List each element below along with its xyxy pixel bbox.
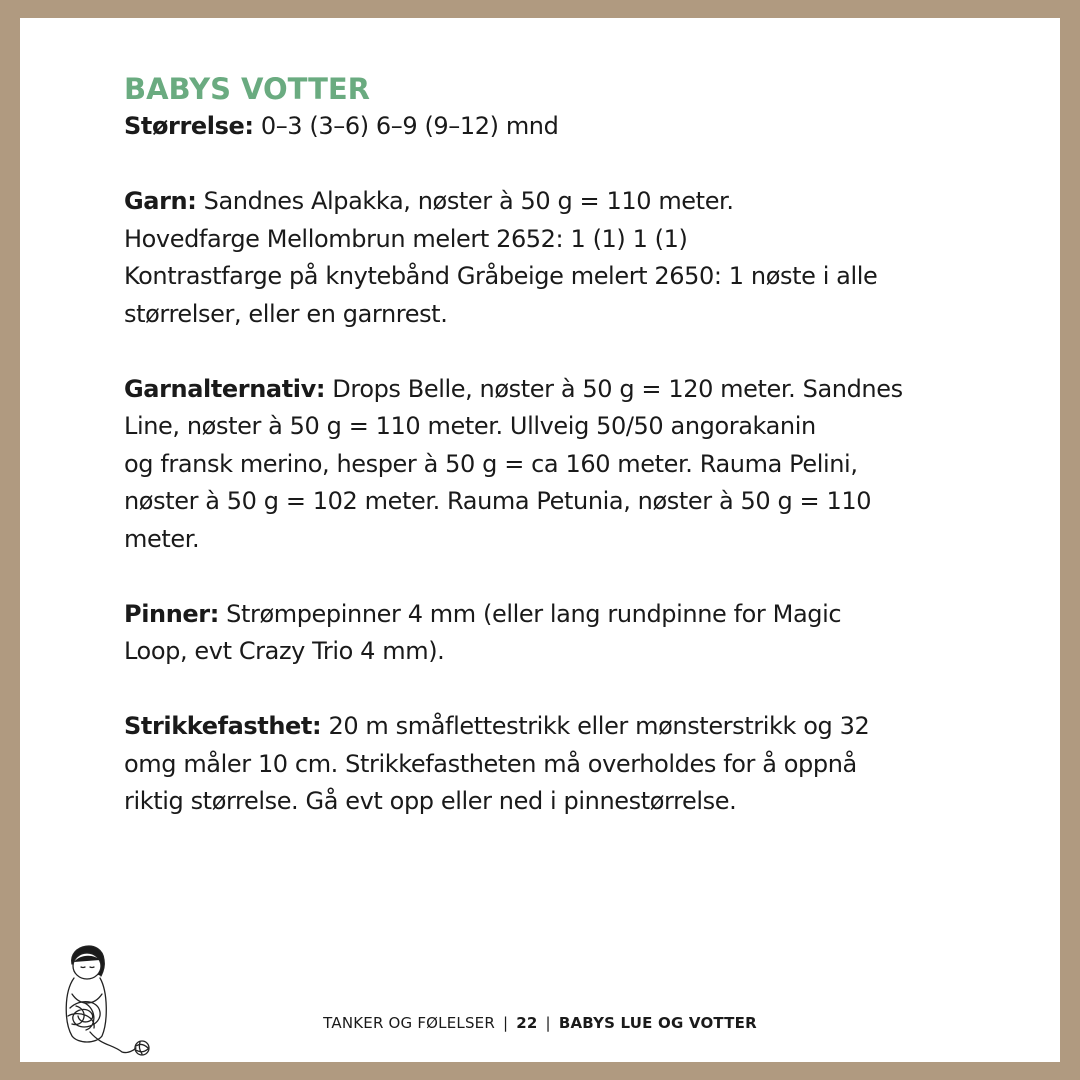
footer-separator: | [503,1014,509,1032]
gauge-line: 20 m småflettestrikk eller mønsterstrikk og 32 [328,712,870,740]
yarn-label: Garn: [124,187,197,215]
yarn-alternative-line: og fransk merino, hesper à 50 g = ca 160 meter. Rauma Pelini, [124,449,858,478]
yarn-alternative-section [124,371,914,559]
yarn-line: Sandnes Alpakka, nøster à 50 g = 110 meter. [203,187,734,215]
size-label: Størrelse: [124,112,254,140]
gauge-line: riktig størrelse. Gå evt opp eller ned i pinnestørrelse. [124,787,737,815]
pattern-content [124,70,914,858]
yarn-line: størrelser, eller en garnrest. [124,299,448,328]
gauge-line: omg måler 10 cm. Strikkefastheten må overholdes for å oppnå [124,749,857,778]
yarn-section [124,183,914,333]
yarn-alternative-line: meter. [124,524,200,553]
needles-label: Pinner: [124,599,219,628]
yarn-line: Hovedfarge Mellombrun melert 2652: 1 (1) 1 (1) [124,224,688,253]
needles-line: Loop, evt Crazy Trio 4 mm). [124,637,445,665]
page [20,18,1060,1062]
needles-line: Strømpepinner 4 mm (eller lang rundpinne for Magic [226,599,842,628]
yarn-line: Kontrastfarge på knytebånd Gråbeige melert 2650: 1 nøste i alle [124,262,878,290]
yarn-alternative-label: Garnalternativ: [124,374,326,403]
footer-chapter-title: BABYS LUE OG VOTTER [558,1014,757,1032]
size-section [124,108,914,146]
gauge-label: Strikkefasthet: [124,712,322,740]
yarn-alternative-line: nøster à 50 g = 102 meter. Rauma Petunia, nøster à 50 g = 110 [124,487,872,515]
girl-with-yarn-illustration [50,936,150,1056]
gauge-section [124,708,914,821]
page-footer [20,1014,1060,1032]
page-number: 22 [516,1014,538,1032]
yarn-alternative-line: Drops Belle, nøster à 50 g = 120 meter. Sandnes [332,374,903,403]
footer-book-title: TANKER OG FØLELSER [323,1014,495,1032]
yarn-alternative-line: Line, nøster à 50 g = 110 meter. Ullveig 50/50 angorakanin [124,412,816,440]
size-text: 0–3 (3–6) 6–9 (9–12) mnd [260,112,559,140]
needles-section [124,596,914,671]
page-title: BABYS VOTTER [124,72,371,106]
footer-separator: | [545,1014,551,1032]
